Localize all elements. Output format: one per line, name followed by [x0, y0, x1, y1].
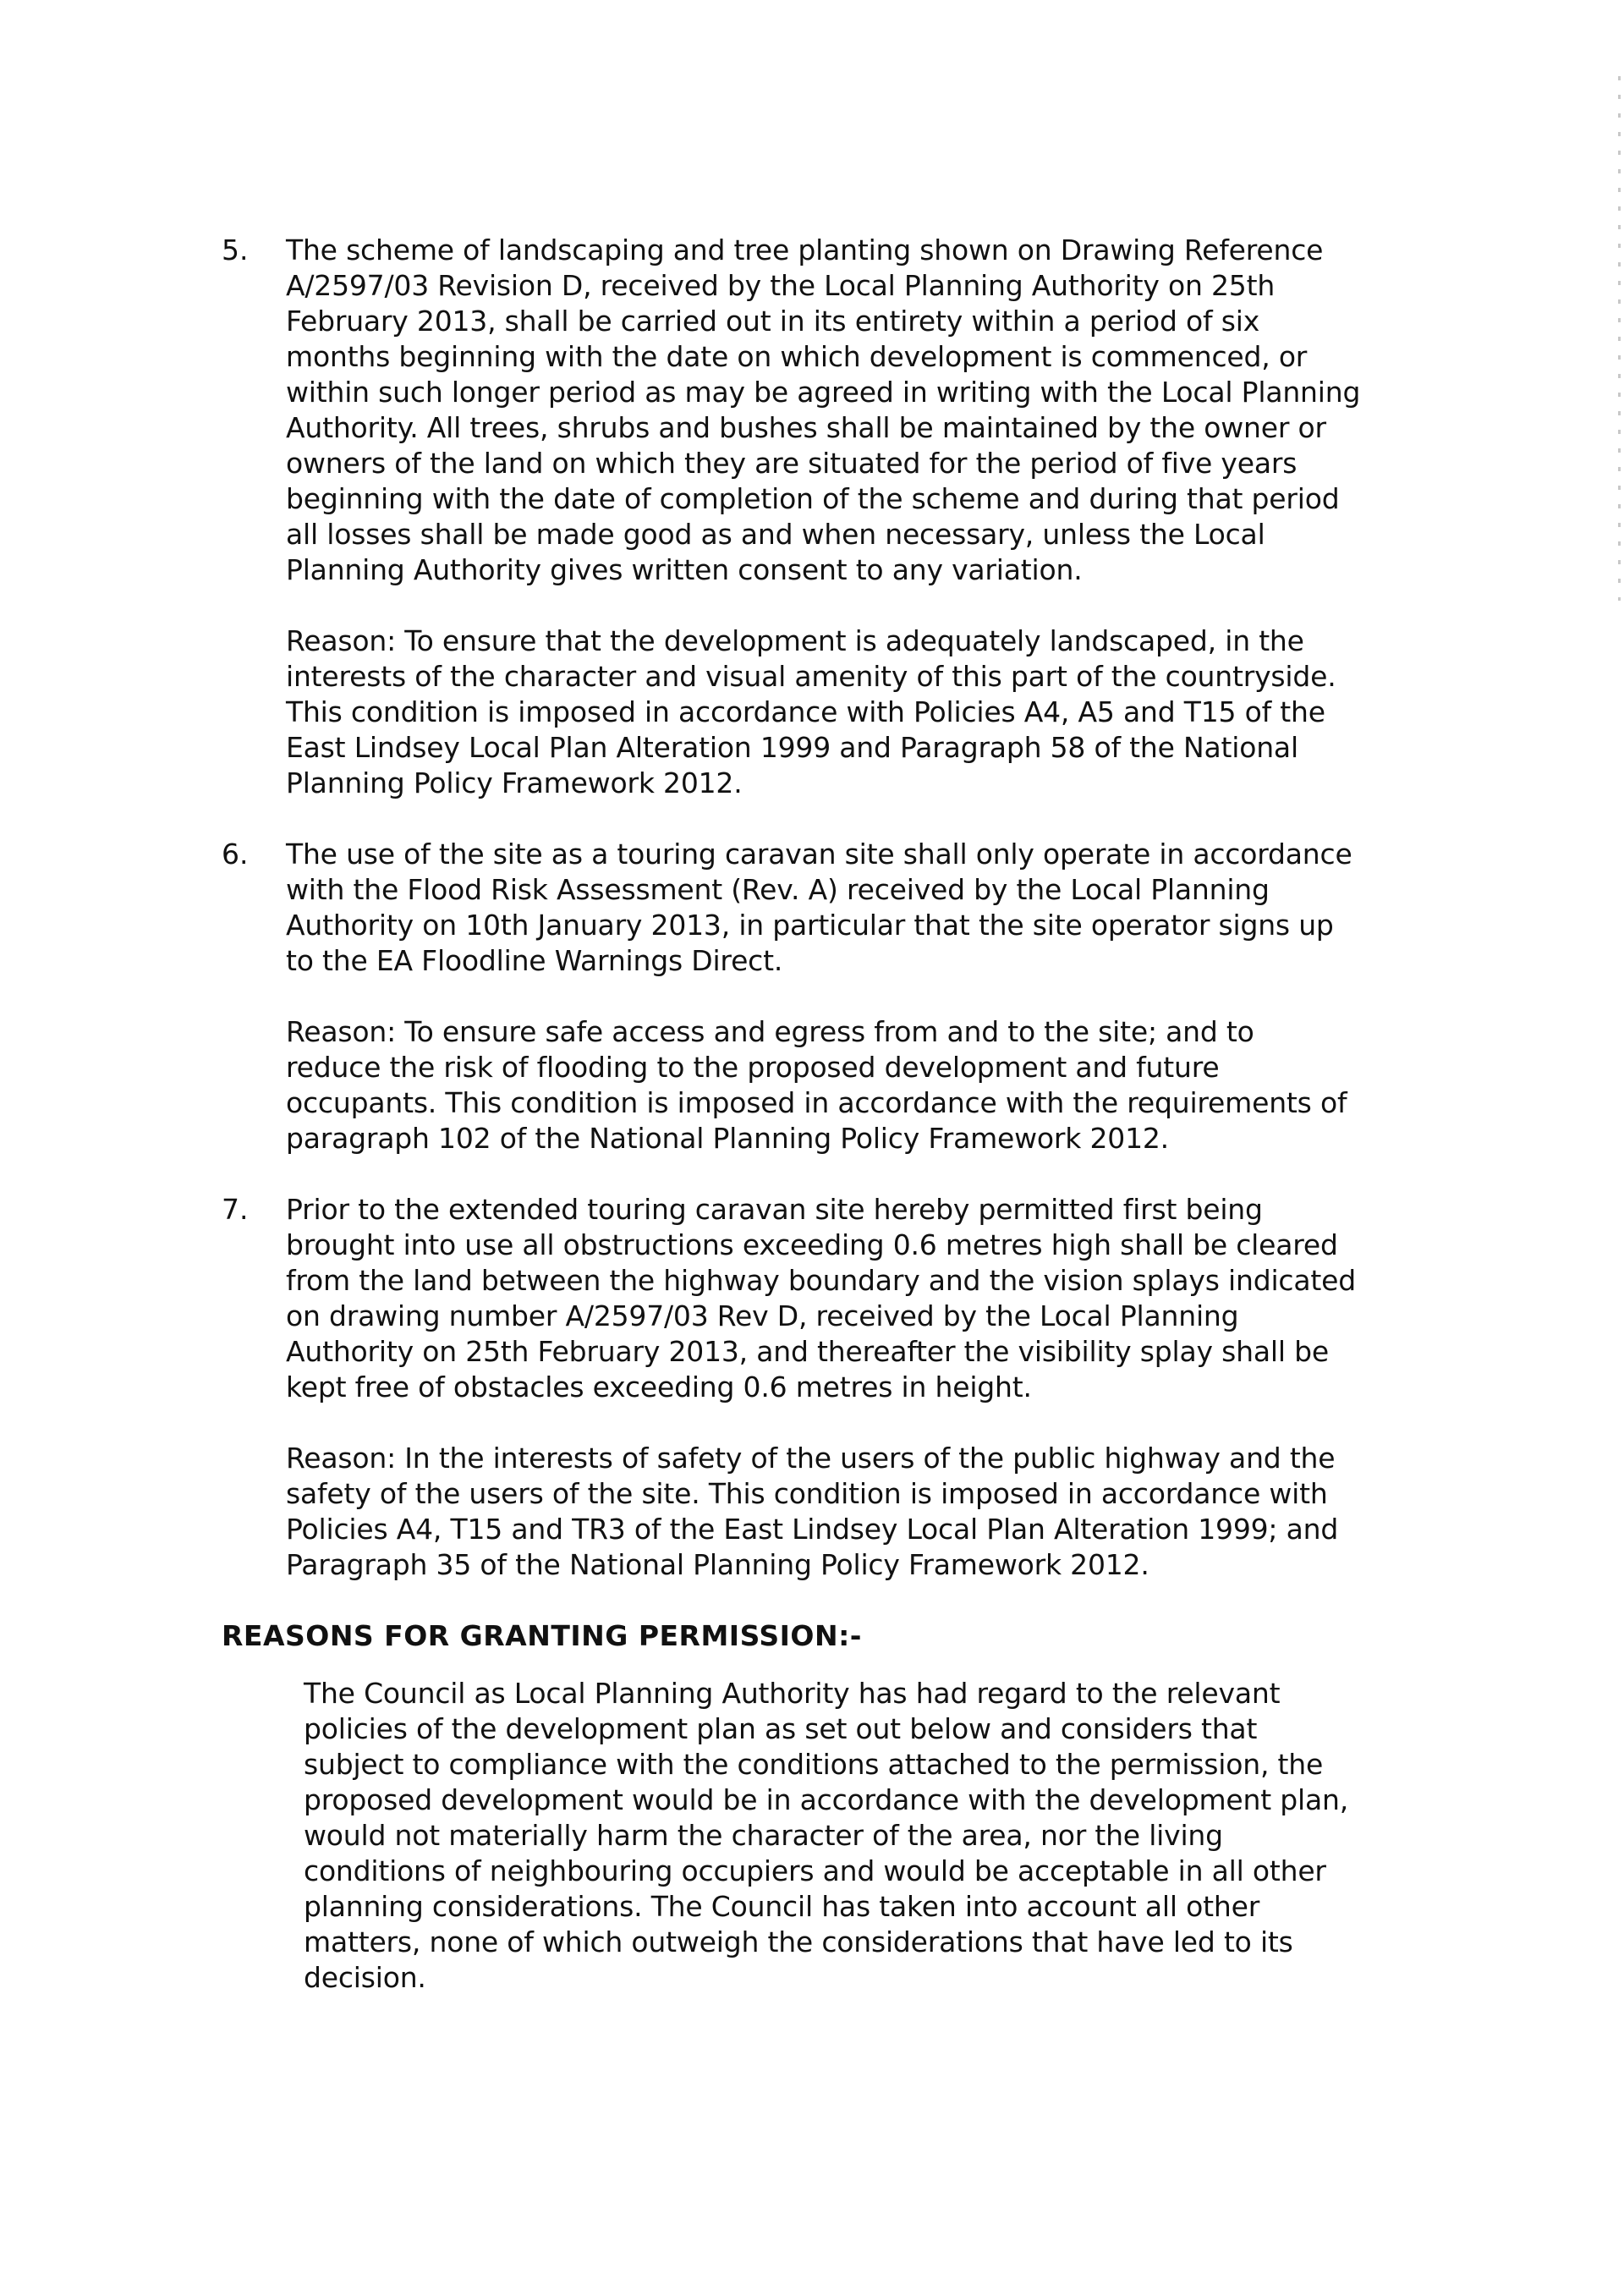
reasons-for-granting-section: [222, 1618, 1423, 1996]
document-body: [222, 233, 1423, 1996]
reasons-heading: REASONS FOR GRANTING PERMISSION:-: [222, 1619, 862, 1652]
condition-text: The scheme of landscaping and tree planting shown on Drawing Reference A/2597/03 Revision D, received by the Local Planning Authority on 25th February 2013, shall be carried out in its entirety within a period of six months beginning with the date on which development is commenced, or within such longer period as may be agreed in writing with the Local Planning Authority. All trees, shrubs and bushes shall be maintained by the owner or owners of the land on which they are situated for the period of five years beginning with the date of completion of the scheme and during that period all losses shall be made good as and when necessary, unless the Local Planning Authority gives written consent to any variation.: [286, 233, 1361, 586]
condition-number: 7.: [222, 1193, 249, 1226]
condition-number: 6.: [222, 838, 249, 871]
condition-text: Prior to the extended touring caravan site hereby permitted first being brought into use all obstructions exceeding 0.6 metres high shall be cleared from the land between the highway boundary and the vision splays indicated on drawing number A/2597/03 Rev D, received by the Local Planning Authority on 25th February 2013, and thereafter the visibility splay shall be kept free of obstacles exceeding 0.6 metres in height.: [286, 1193, 1356, 1403]
scan-edge-marks: [1618, 76, 1621, 601]
condition-5: [222, 233, 1423, 801]
condition-text: The use of the site as a touring caravan site shall only operate in accordance with the Flood Risk Assessment (Rev. A) received by the Local Planning Authority on 10th January 2013, in particular that the site operator signs up to the EA Floodline Warnings Direct.: [286, 838, 1352, 977]
condition-6: [222, 837, 1423, 1156]
condition-reason: Reason: In the interests of safety of the users of the public highway and the safety of the users of the site. This condition is imposed in accordance with Policies A4, T15 and TR3 of the East Lindsey Local Plan Alteration 1999; and Paragraph 35 of the National Planning Policy Framework 2012.: [286, 1442, 1339, 1581]
condition-reason: Reason: To ensure safe access and egress from and to the site; and to reduce the risk of flooding to the proposed development and future occupants. This condition is imposed in accordance with the requirements of paragraph 102 of the National Planning Policy Framework 2012.: [286, 1015, 1347, 1155]
condition-reason: Reason: To ensure that the development is adequately landscaped, in the interests of the character and visual amenity of this part of the countryside. This condition is imposed in accordance with Policies A4, A5 and T15 of the East Lindsey Local Plan Alteration 1999 and Paragraph 58 of the National Planning Policy Framework 2012.: [286, 624, 1336, 799]
reasons-text: The Council as Local Planning Authority has had regard to the relevant policies of the development plan as set out below and considers that subject to compliance with the conditions attached to the permission, the proposed development would be in accordance with the development plan, would not materially harm the character of the area, nor the living conditions of neighbouring occupiers and would be acceptable in all other planning considerations. The Council has taken into account all other matters, none of which outweigh the considerations that have led to its decision.: [304, 1677, 1349, 1994]
condition-number: 5.: [222, 233, 249, 266]
condition-7: [222, 1192, 1423, 1583]
